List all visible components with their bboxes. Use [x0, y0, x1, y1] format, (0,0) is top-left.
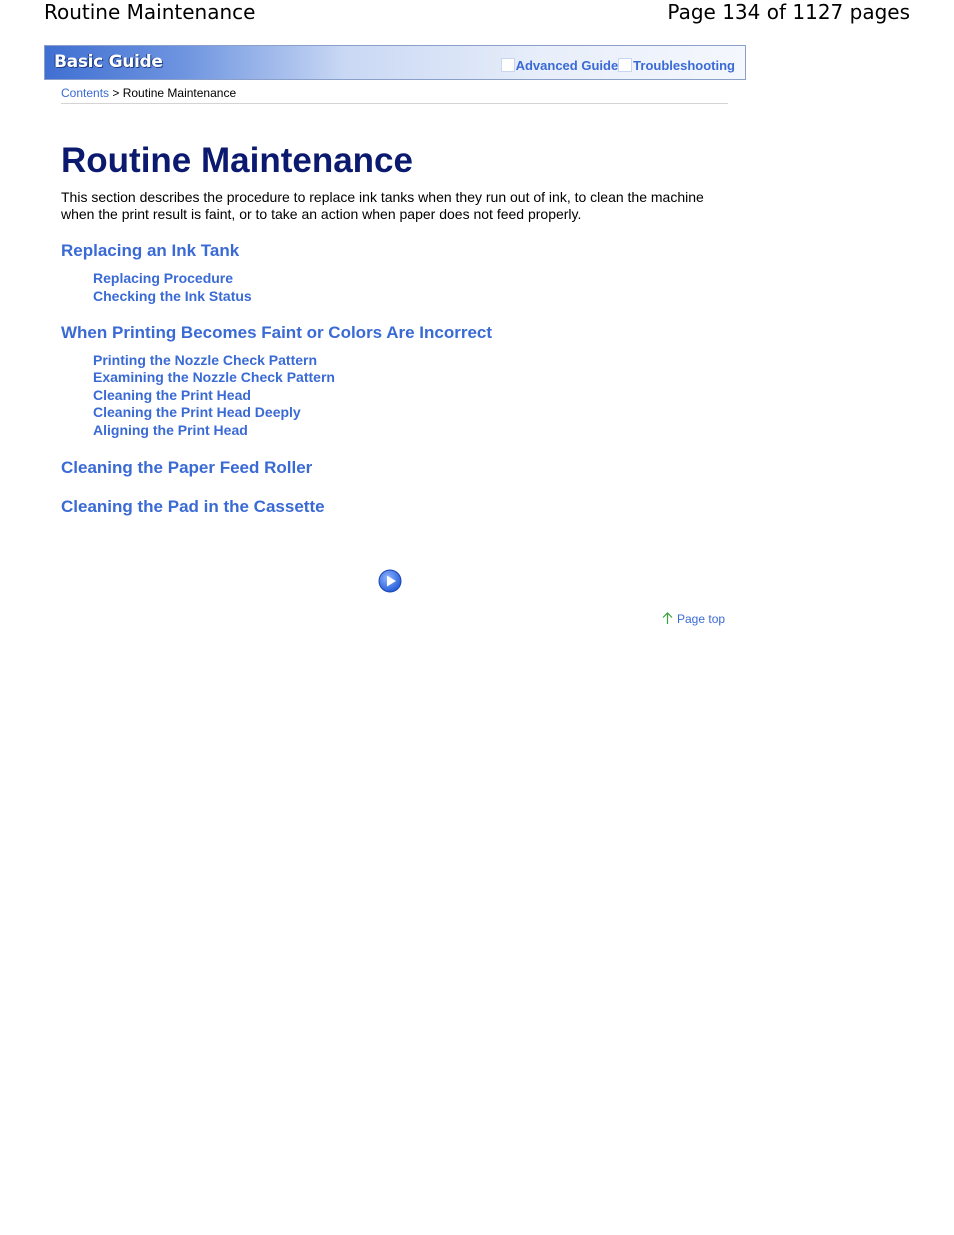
- breadcrumb-contents-link[interactable]: Contents: [61, 86, 110, 100]
- section-replacing-ink-tank-link[interactable]: Replacing an Ink Tank: [61, 241, 240, 260]
- page-count: Page 134 of 1127 pages: [667, 0, 910, 24]
- section-paper-feed-roller-link[interactable]: Cleaning the Paper Feed Roller: [61, 458, 313, 477]
- replacing-procedure-link[interactable]: Replacing Procedure: [93, 270, 234, 286]
- aligning-print-head-link[interactable]: Aligning the Print Head: [93, 422, 248, 438]
- page-title: Routine Maintenance: [61, 141, 413, 180]
- page-top-label: Page top: [677, 612, 726, 626]
- play-arrow-icon: [378, 569, 402, 593]
- next-page-button[interactable]: [378, 569, 402, 593]
- troubleshooting-link[interactable]: Troubleshooting: [633, 58, 735, 73]
- section-printing-faint-link[interactable]: When Printing Becomes Faint or Colors Are Incorrect: [61, 323, 493, 342]
- page-top-link[interactable]: [662, 612, 725, 626]
- up-arrow-icon: [662, 612, 673, 625]
- basic-guide-logo: Basic Guide: [54, 52, 163, 72]
- printing-nozzle-check-link[interactable]: Printing the Nozzle Check Pattern: [93, 352, 318, 368]
- guide-nav: [501, 58, 735, 73]
- breadcrumb-divider: [61, 103, 728, 104]
- breadcrumb: [61, 86, 236, 100]
- examining-nozzle-check-link[interactable]: Examining the Nozzle Check Pattern: [93, 369, 335, 385]
- advanced-guide-icon: [501, 58, 515, 72]
- advanced-guide-link[interactable]: Advanced Guide: [515, 58, 619, 73]
- guide-banner: [44, 45, 746, 80]
- document-title: Routine Maintenance: [44, 0, 256, 24]
- breadcrumb-current: Routine Maintenance: [122, 86, 237, 100]
- intro-text: This section describes the procedure to replace ink tanks when they run out of ink, to clean the machine when the print result is faint, or to take an action when paper does not feed properly.: [61, 189, 704, 222]
- breadcrumb-separator: >: [109, 86, 123, 100]
- checking-ink-status-link[interactable]: Checking the Ink Status: [93, 288, 252, 304]
- troubleshooting-icon: [618, 58, 632, 72]
- section-pad-cassette-link[interactable]: Cleaning the Pad in the Cassette: [61, 497, 325, 516]
- cleaning-print-head-deeply-link[interactable]: Cleaning the Print Head Deeply: [93, 404, 301, 420]
- cleaning-print-head-link[interactable]: Cleaning the Print Head: [93, 387, 251, 403]
